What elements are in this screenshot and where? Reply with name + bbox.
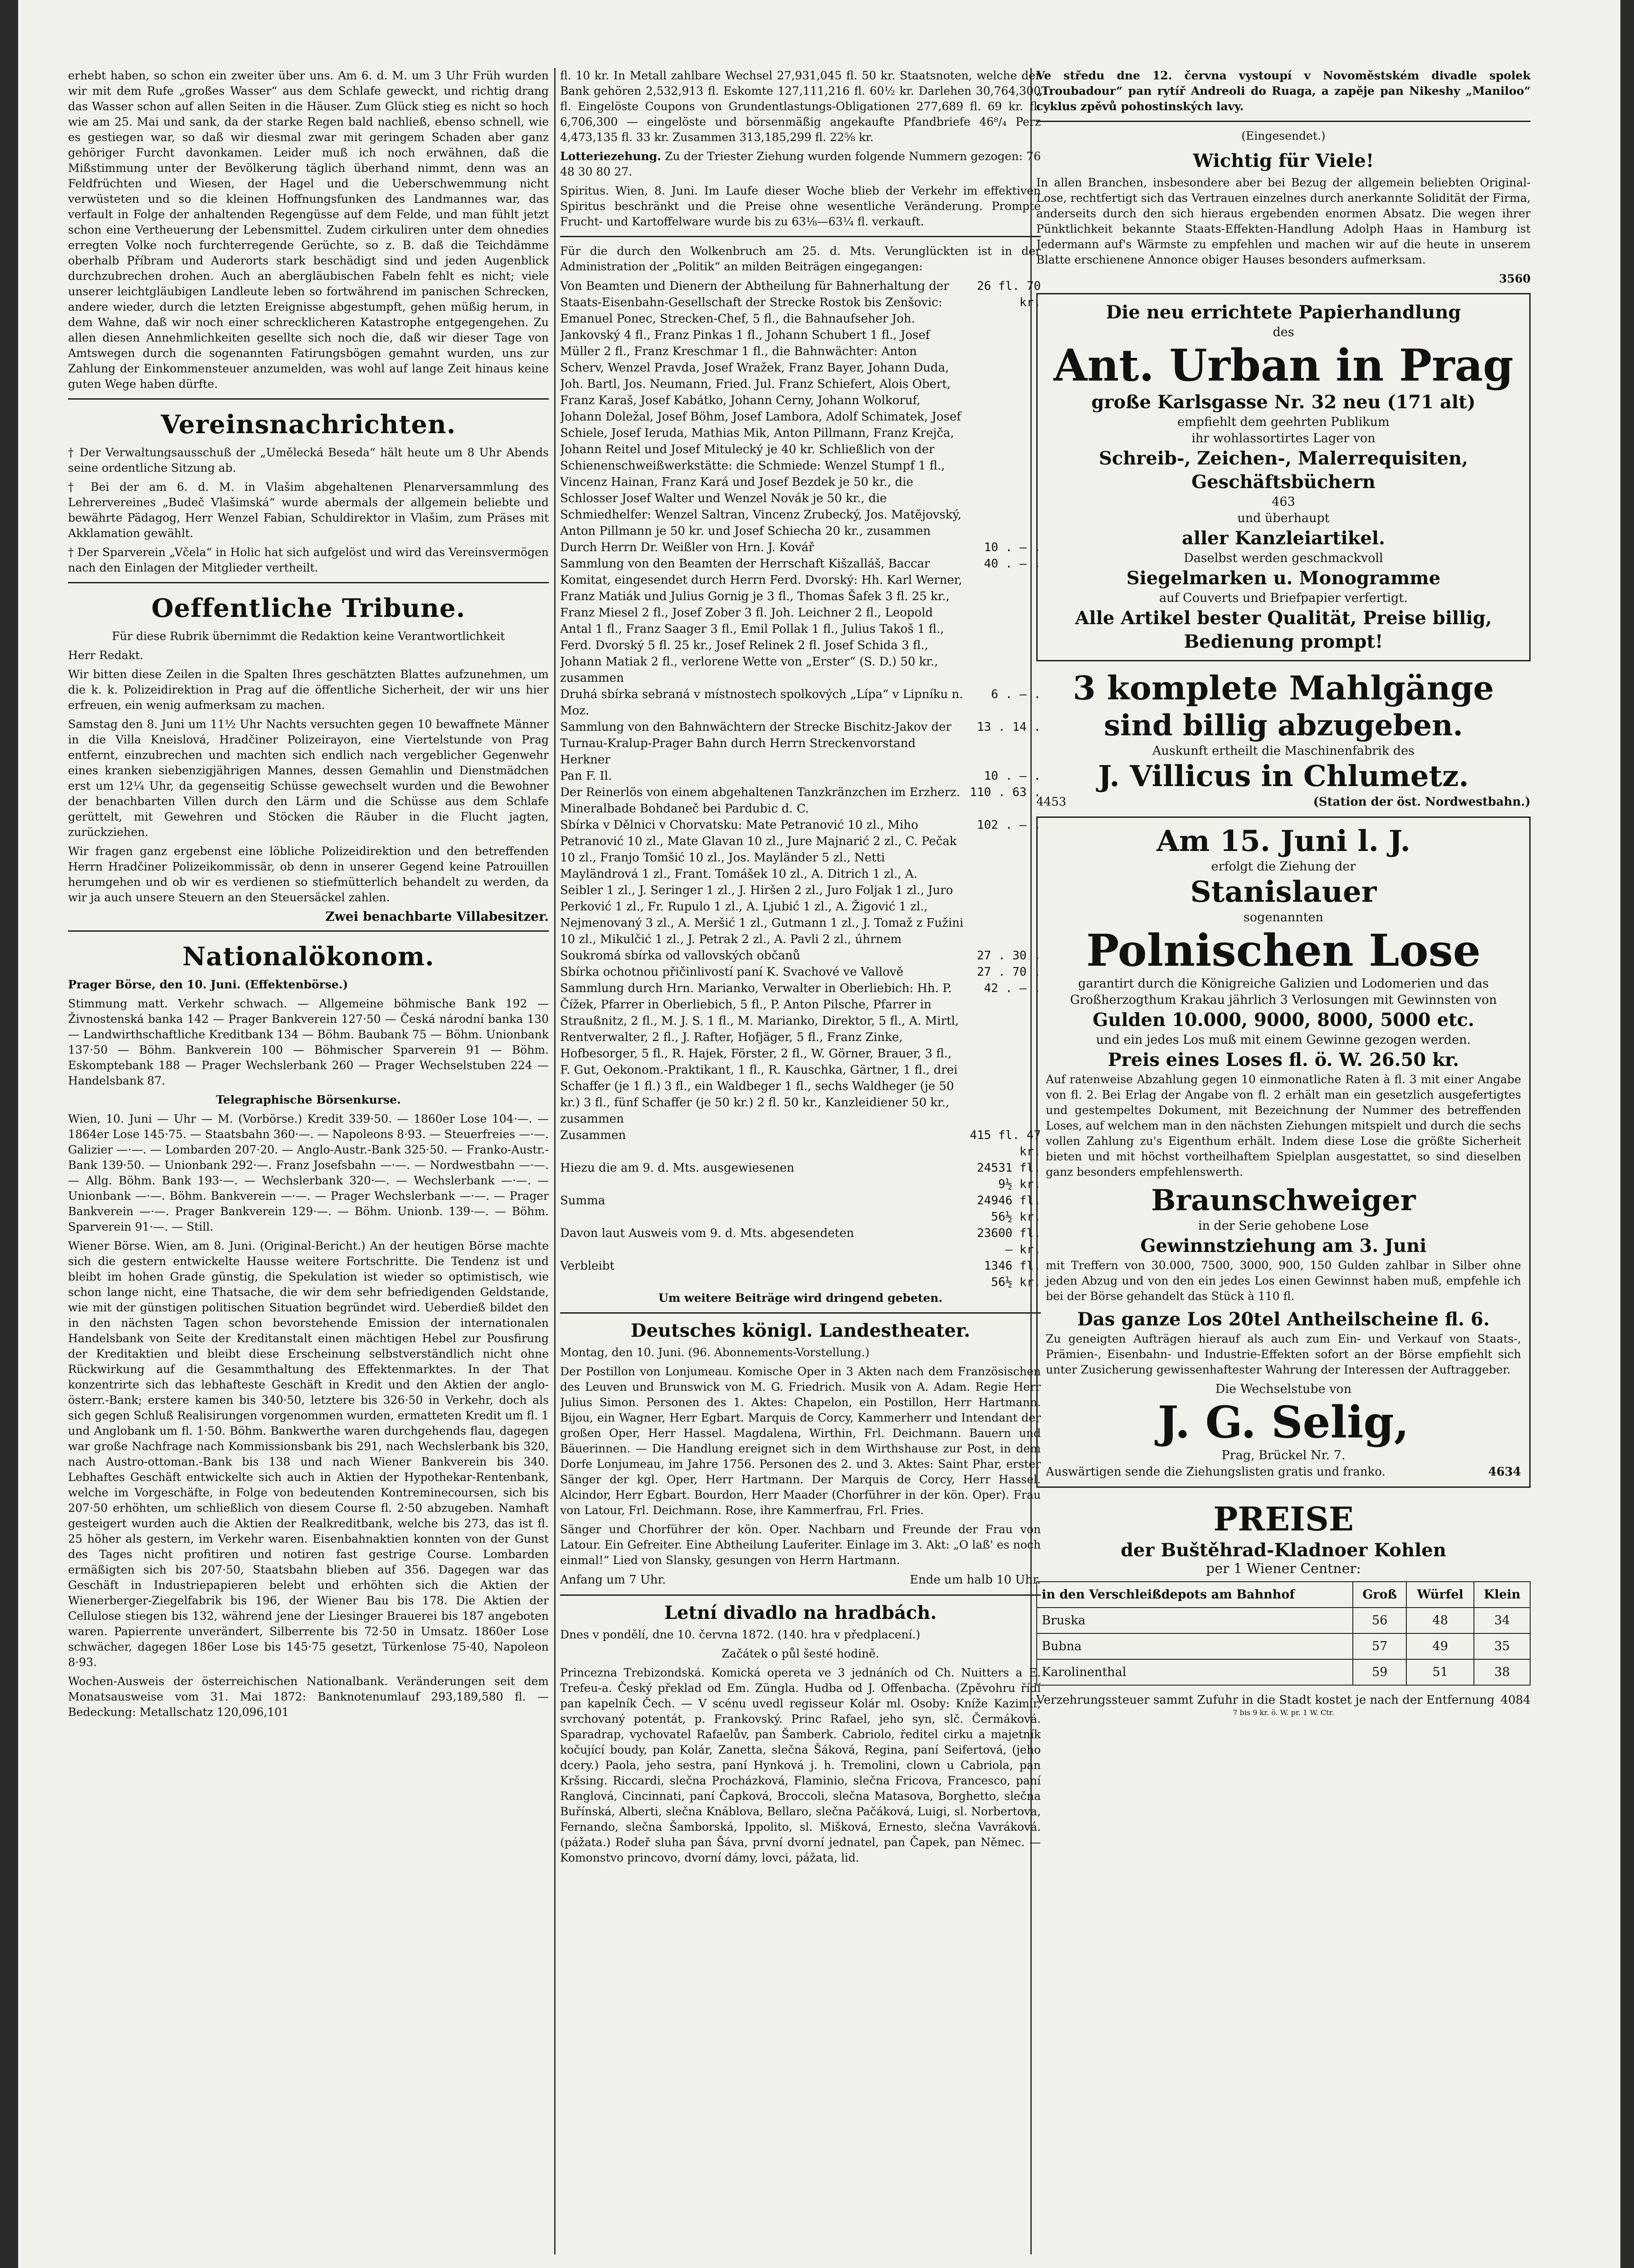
tribune-paragraph: Samstag den 8. Juni um 11½ Uhr Nachts versuchten gegen 10 bewaffnete Männer in die Villa Kneislová, Hradčiner Polizeirayon, eine Viertelstunde von Prag entfernt, einzubrechen und machten sich endlich nach vergeblicher Gegenwehr eines kranken siebenzigjährigen Mannes, dessen Gemahlin und Dienstmädchen erst um 12¼ Uhr, da gegenseitig Schüsse gewechselt wurden und die Bewohner der benachbarten Villen durch den Lärm und die Schüsse aus dem Schlafe gerüttelt, mit Gewehren und Stöcken die Räuber in die Flucht jagten, zurückziehen. (68, 718, 549, 839)
table-cell: Karolinenthal (1037, 1659, 1353, 1685)
relief-entry-label: Sammlung von den Beamten der Herrschaft Kišzalláš, Baccar Komitat, eingesendet durch Herrn Ferd. Dvorský: Hh. Karl Werner, Franz Matiák und Julius Gornig je 3 fl., Thomas Šafek 3 fl. 25 kr., Franz Miesel 2 fl., Josef Zober 3 fl. Joh. Leichner 2 fl., Leopold Antal 1 fl., Franz Saager 3 fl., Emil Pollak 1 fl., Julius Takoš 1 fl., Ferd. Dvorský 5 fl. 25 kr., Josef Relinek 2 fl. Josef Schida 3 fl., Johann Matiak 2 fl., verlorene Wette von „Erster“ (S. D.) 50 kr., zusammen (560, 557, 962, 685)
price-table (1036, 1581, 1531, 1686)
lose-desc: und ein jedes Los muß mit einem Gewinne gezogen werden. (1096, 1033, 1471, 1047)
relief-sums (560, 1127, 1041, 1290)
vereins-item: † Der Verwaltungsausschuß der „Umělecká Beseda“ hält heute um 8 Uhr Abends seine ordentliche Sitzung ab. (68, 446, 549, 474)
mahl-line3: Auskunft ertheilt die Maschinenfabrik des (1152, 744, 1415, 758)
relief-entry (560, 539, 1041, 556)
wiener-boerse-body: Wiener Börse. Wien, am 8. Juni. (Original-Bericht.) An der heutigen Börse machte sich die gestern entwickelte Hausse weitere Fortschritte. Die Tendenz ist und bleibt im hohen Grade günstig, die Spekulation ist wieder so optimistisch, wie schon lange nicht, eine Thatsache, die wir dem sehr befriedigenden Geldstande, wie mit der günstigen politischen Situation begründet wird. Ueberdieß bildet den in den nächsten Tagen schon bevorstehende Emission der internationalen Handelsbank von Seite der Kreditanstalt einen mächtigen Hebel zur Pousfirung der Kreditaktien und bleibt diese Erscheinung selbstverständlich nicht ohne Rückwirkung auf die Gesammthaltung des Effektenmarktes. In der That konzentrirte sich das lebhafteste Geschäft in Kredit und den Aktien der anglo-österr.-Bank; erstere kamen bis 340·50, letztere bis 326·50 in Verkehr, doch als sich gegen Schluß Realisirungen vorgenommen wurden, ermatteten Kredit um fl. 1 und Anglobank um fl. 1·50. Böhm. Bankwerthe waren durchgehends flau, dagegen war große Nachfrage nach Kommissionsbank bis 291, nach Wechslerbank bis 320, nach Austro-ottoman.-Bank bis 138 und nach Wiener Bankverein bis 340. Lebhaftes Geschäft entwickelte sich auch in Aktien der Hypothekar-Rentenbank, welche im Vorgeschäfte, in Folge von bedeutenden Kontreminecoursen, sich bis 207·50 erhöhten, um schließlich von diesem Course fl. 2·50 abzugeben. Namhaft gesteigert wurden auch die Aktien der Realkreditbank, welche bis 273, das ist fl. 25 höher als gestern, im Verkehr waren. Eisenbahnaktien konnten von der Gunst des Tages nicht profitiren und notiren fast gestrige Course. Lombarden ermäßigten sich bis 207·50, Staatsbahn blieben auf 356. Dagegen war das Geschäft in Industriepapieren belebt und erhöhten sich die Aktien der Wienerberger-Ziegelfabrik bis 196, der Wiener Bau bis 178. Die Aktien der Cellulose stiegen bis 132, während jene der Liesinger Brauerei bis 187 angeboten waren. Papierrente unverändert, Silberrente bis 72·50 in Umsatz. 1860er Lose schwächer, dagegen 186er Lose bis 145·75 gesetzt, Türkenlose 75·40, Napoleon 8·93. (68, 1239, 549, 1669)
lose-line: in der Serie gehobene Lose (1198, 1219, 1369, 1233)
mahl-line1: 3 komplete Mahlgänge (1073, 669, 1494, 707)
relief-entry-label: Pan F. Il. (560, 769, 612, 783)
relief-entry-label: Durch Herrn Dr. Weißler von Hrn. J. Kovář (560, 541, 815, 554)
relief-sum-amount: 24946 fl. 56½ kr. (977, 1194, 1041, 1224)
table-cell: 51 (1406, 1659, 1474, 1685)
urban-line: und überhaupt (1237, 511, 1330, 525)
relief-sum-label: Zusammen (560, 1129, 626, 1142)
tribune-paragraph: Wir fragen ganz ergebenst eine löbliche Polizeidirektion und den betreffenden Herrn Hradčiner Polizeikommissär, ob denn in unserer Gegend keine Patrouillen herumgehen und ob wir es verdienen so stiefmütterlich behandelt zu werden, da wir ja auch unsere Steuern an den Steuersäckel zahlen. (68, 845, 549, 904)
relief-entry-amount: 27 . 30 . (977, 949, 1041, 963)
relief-sum-label: Davon laut Ausweis vom 9. d. Mts. abgesendeten (560, 1227, 854, 1240)
letni-line: Dnes v pondělí, dne 10. června 1872. (140. hra v předplacení.) (560, 1628, 921, 1641)
lose-line: erfolgt die Ziehung der (1211, 860, 1356, 874)
table-row (1037, 1608, 1530, 1633)
letni-body: Princezna Trebizondská. Komická opereta ve 3 jednáních od Ch. Nuitters a E. Trefeu-a. Český překlad od Em. Züngla. Hudba od J. Offenbacha. (Zpěvohru řídí pan kapelník Čech. — V scénu uvedl regisseur Kolár ml. Osoby: Kníže Kazimír, svrchovaný potentát, p. Frankovský. Princ Rafael, jeho syn, slč. Čermáková. Sparadrap, vychovatel Rafaelův, pan Šamberk. Cabriolo, ředitel cirku a majetník kočující boudy, pan Kolár, Zanetta, slečna Šáková, Regina, paní Seifertová, (jeho dcery.) Paola, jeho sestra, paní Hynková j. h. Tremolini, clown u Cabriola, pan Kršsing. Riccardi, slečna Procházková, Flaminio, slečna Fricova, Francesco, paní Ranglová, Cincinnati, paní Čapková, Broccoli, slečna Matasova, Borghetto, slečna Buřínská, Alberti, slečna Knáblova, Bellaro, slečna Pačáková, Luigi, sl. Norbertova, Fernando, slečna Šamborská, Ippolito, sl. Mišková, Ernesto, slečna Vavráková. (pážata.) Rodeř sluha pan Šáva, první dvorní jednatel, pan Čapek, pan Němec. — Komonstvo princovo, dvorní dámy, lovci, pážata, lid. (560, 1666, 1041, 1864)
relief-entry-amount: 42 . — . (984, 982, 1041, 995)
relief-entry-amount: 10 . — . (984, 769, 1041, 783)
lose-gulden: Gulden 10.000, 9000, 8000, 5000 etc. (1093, 1009, 1474, 1031)
letni-title: Letní divadlo na hradbách. (664, 1602, 937, 1623)
relief-entry (560, 556, 1041, 686)
table-cell: 35 (1474, 1633, 1530, 1659)
urban-address: große Karlsgasse Nr. 32 neu (171 alt) (1091, 391, 1476, 413)
lose-line: sogenannten (1244, 910, 1323, 924)
urban-des: des (1273, 325, 1294, 339)
urban-goods: Schreib-, Zeichen-, Malerrequisiten, (1098, 448, 1468, 469)
vereins-item: † Bei der am 6. d. M. in Vlašim abgehaltenen Plenarversammlung des Lehrervereines „Budeč Vlašimská“ wurde abermals der allgemein beliebte und bewährte Pädagog, Herr Wenzel Fabian, Schuldirektor in Vlašim, zum Präses mit Akklamation gewählt. (68, 480, 549, 540)
relief-sum (560, 1160, 1041, 1193)
price-header-cell: in den Verschleißdepots am Bahnhof (1037, 1582, 1353, 1608)
price-header-cell: Groß (1353, 1582, 1406, 1608)
wichtig-title: Wichtig für Viele! (1193, 150, 1374, 171)
relief-entry-amount: 10 . — . (984, 541, 1041, 554)
ad-mahlgaenge (1036, 668, 1531, 810)
eingesendet-label: (Eingesendet.) (1241, 129, 1326, 142)
relief-entry-amount: 13 . 14 . (977, 720, 1041, 734)
spiritus-body: Spiritus. Wien, 8. Juni. Im Laufe dieser Woche blieb der Verkehr im effektiven Spiritus beschränkt und die Preise ohne wesentliche Veränderung. Prompte Frucht- und Kartoffelware wurde bis zu 63⅛—63¼ fl. verkauft. (560, 184, 1041, 228)
divider (68, 930, 549, 932)
urban-goods: aller Kanzleiartikel. (1181, 528, 1385, 549)
lose-line: Die Wechselstube von (1215, 1382, 1352, 1396)
relief-sum-label: Summa (560, 1194, 605, 1207)
prager-boerse-body: Stimmung matt. Verkehr schwach. — Allgemeine böhmische Bank 192 — Živnostenská banka 142 — Prager Bankverein 127·50 — Česká národní banka 130 — Landwirthschaftliche Kreditbank 134 — Böhm. Baubank 75 — Böhm. Unionbank 137·50 — Böhm. Bankverein 100 — Böhmischer Sparverein 91 — Böhm. Eskomptebank 188 — Prager Wechslerbank 260 — Prager Wechselstuben 224 — Handelsbank 87. (68, 997, 549, 1087)
table-cell: Bruska (1037, 1608, 1353, 1633)
preise-title: PREISE (1213, 1500, 1354, 1538)
scan-edge-right (1620, 0, 1634, 2268)
relief-sum-amount: 24531 fl. 9½ kr. (977, 1161, 1041, 1191)
ad-urban (1036, 293, 1531, 661)
divider (560, 1594, 1041, 1596)
relief-intro: Für die durch den Wolkenbruch am 25. d. Mts. Verunglückten ist in der Administration der „Politik“ an milden Beiträgen eingegangen: (560, 244, 1041, 273)
table-cell: Bubna (1037, 1633, 1353, 1659)
table-cell: 59 (1353, 1659, 1406, 1685)
section-title-nationaloekonom: Nationalökonom. (182, 942, 434, 972)
table-cell: 56 (1353, 1608, 1406, 1633)
relief-entry-label: Sammlung durch Hrn. Marianko, Verwalter in Oberliebich: Hh. P. Čížek, Pfarrer in Oberliebich, 5 fl., P. Anton Pilsche, Pfarrer in Straußnitz, 2 fl., M. J. S. 1 fl., M. Marianko, Direktor, 5 fl., A. Mirtl, Rentverwalter, 2 fl., J. Rafter, Hofjäger, 5 fl., Franz Zinke, Hofbesorger, 5 fl., R. Hajek, Förster, 2 fl., W. Görner, Brauer, 3 fl., F. Gut, Oekonom.-Praktikant, 1 fl., R. Kauschka, Gärtner, 1 fl., drei Schaffer (je 1 fl.) 3 fl., ein Waldbeger 1 fl., sechs Waldheger (je 50 kr.) 3 fl., fünf Schaffer (je 50 kr.) 2 fl. 50 kr., Kanzleidiener 50 kr., zusammen (560, 982, 959, 1126)
divider (68, 398, 549, 400)
ad-lose (1036, 816, 1531, 1488)
relief-entry-amount: 26 fl. 70 kr. (977, 279, 1041, 309)
scan-edge-left (0, 0, 18, 2268)
wichtig-body: In allen Branchen, insbesondere aber bei Bezug der allgemein beliebten Original-Lose, rechtfertigt sich das Vertrauen einzelnes durch anerkannte Solidität der Firma, anderseits durch den sich hieraus ergebenden enormen Absatz. Die wegen ihrer Pünktlichkeit bekannte Staats-Effekten-Handlung Adolph Haas in Hamburg ist Jedermann auf's Wärmste zu empfehlen und machen wir auf die heute in unserem Blatte erschienene Annonce obiger Hauses besonders aufmerksam. (1036, 176, 1531, 266)
price-header-cell: Klein (1474, 1582, 1530, 1608)
vereins-item: † Der Sparverein „Včela“ in Holic hat sich aufgelöst und wird das Vereinsvermögen nach den Einlagen der Mitglieder vertheilt. (68, 546, 549, 574)
lose-body: mit Treffern von 30.000, 7500, 3000, 900, 150 Gulden zahlbar in Silber ohne jeden Abzug und von den ein jedes Los einen Gewinnst haben muß, empfehle ich bei der Börse gehandelt das Stück à 110 fl. (1046, 1259, 1521, 1303)
table-row (1037, 1659, 1530, 1685)
theater-end: Ende um halb 10 Uhr. (910, 1573, 1041, 1587)
preise-unit: per 1 Wiener Centner: (1206, 1561, 1361, 1577)
mahl-station: (Station der öst. Nordwestbahn.) (1313, 795, 1531, 809)
lose-anteil: Das ganze Los 20tel Antheilscheine fl. 6. (1077, 1309, 1490, 1330)
relief-entry-amount: 102 . — . (977, 818, 1041, 832)
urban-goods: Geschäftsbüchern (1191, 471, 1375, 493)
table-cell: 38 (1474, 1659, 1530, 1685)
theater-line: Montag, den 10. Juni. (96. Abonnements-Vorstellung.) (560, 1346, 870, 1359)
relief-entry (560, 278, 1041, 539)
relief-sum (560, 1127, 1041, 1160)
telegraph-title: Telegraphische Börsenkurse. (216, 1093, 401, 1106)
tribune-paragraph: Wir bitten diese Zeilen in die Spalten Ihres geschätzten Blattes aufzunehmen, um die k. k. Polizeidirektion in Prag auf die öffentliche Sicherheit, der wir uns hier erfreuen, ein wenig aufmerksam zu machen. (68, 668, 549, 712)
lose-firm: J. G. Selig, (1157, 1397, 1410, 1448)
relief-entry-label: Druhá sbírka sebraná v místnostech spolkových „Lípa“ v Lipníku n. Moz. (560, 688, 963, 718)
lose-ziehung: Gewinnstziehung am 3. Juni (1140, 1235, 1427, 1256)
relief-entry-amount: 27 . 70 . (977, 965, 1041, 979)
intro-paragraph: erhebt haben, so schon ein zweiter über uns. Am 6. d. M. um 3 Uhr Früh wurden wir mit dem Rufe „großes Wasser“ aus dem Schlafe geweckt, und richtig drang das Wasser schon auf allen Seiten in die Häuser. Zum Glück stieg es nicht so hoch wie am 25. Mai und sank, da der starke Regen bald nachließ, ebenso schnell, wie es gestiegen war, so daß wir diesmal zwar mit geringem Schaden aber ganz gehöriger Furcht davonkamen. Leider muß ich noch erwähnen, daß die Mißstimmung unter der Bevölkerung täglich überhand nimmt, denn was an Feldfrüchten und Wiesen, der Hagel und die Ueberschwemmung nicht verwüsteten und so die kleinen Hoffnungsfunken des Landmannes war, das verfault in Folge der anhaltenden Regengüsse auf dem Felde, und man fühlt jetzt schon eine Vertheuerung der Lebensmittel. Zudem cirkuliren unter dem ohnedies erregten Volke noch furchterregende Gerüchte, so z. B. daß die Teichdämme oberhalb Příbram und Auderorts stark beschädigt sind und jeden Augenblick durchzubrechen drohen. Auch an abergläubischen Fabeln fehlt es nicht; viele unserer leichtgläubigen Landleute leben so fortwährend im panischen Schrecken, andere wieder, durch die letzten Ereignisse abgestumpft, gehen müßig herum, in dem Wahne, daß wir noch einer schrecklicheren Katastrophe entgegengehen. Zu allen diesen Annehmlichkeiten gesellte sich noch die, daß wir dieser Tage von Amtswegen durch die sogenannten Fatirungsbögen gemahnt wurden, uns zur Zahlung der Einkommensteuer anzumelden, was wohl auf lange Zeit hinaus keine guten Wege haben dürfte. (68, 69, 549, 391)
theater-start: Anfang um 7 Uhr. (560, 1573, 666, 1587)
tribune-signature: Zwei benachbarte Villabesitzer. (325, 909, 549, 924)
column-right (1036, 68, 1531, 1717)
relief-entry (560, 964, 1041, 980)
relief-sum-label: Verbleibt (560, 1259, 615, 1273)
lose-number: 4634 (1488, 1465, 1521, 1479)
urban-name: Ant. Urban in Prag (1053, 340, 1514, 391)
price-header-cell: Würfel (1406, 1582, 1474, 1608)
wien-body: Wien, 10. Juni — Uhr — M. (Vorbörse.) Kredit 339·50. — 1860er Lose 104·—. — 1864er Lose 145·75. — Staatsbahn 360·—. — Napoleons 8·93. — Steuerfreies —·—. Galizier —·—. — Lombarden 207·20. — Anglo-Austr.-Bank 325·50. — Franko-Austr.-Bank 139·50. — Unionbank 292·—. Franz Josefsbahn —·—. — Nordwestbahn —·—. — Allg. Böhm. Bank 193·—. — Wechslerbank 320·—. — Wechslerbank —·—. — Unionbank —·—. Böhm. Bankverein —·—. — Prager Wechslerbank —·—. — Prager Bankverein —·—. Prager Bankverein 129·—. — Böhm. Unionb. 139·—. — Böhm. Sparverein 91·—. — Still. (68, 1112, 549, 1233)
lose-address: Prag, Brückel Nr. 7. (1221, 1448, 1346, 1462)
urban-line: ihr wohlassortirtes Lager von (1191, 431, 1375, 445)
relief-entry-label: Der Reinerlös von einem abgehaltenen Tanzkränzchen im Erzherz. Mineralbade Bohdaneč bei Pardubic d. C. (560, 786, 961, 816)
theater-body: Sänger und Chorführer der kön. Oper. Nachbarn und Freunde der Frau von Latour. Ein Gefreiter. Eine Abtheilung Lauferiter. Einlage im 3. Akt: „O laß' es noch einmal!“ Lied von Slansky, gesungen von Herrn Hartmann. (560, 1523, 1041, 1567)
bank-paragraph: fl. 10 kr. In Metall zahlbare Wechsel 27,931,045 fl. 50 kr. Staatsnoten, welche der Bank gehören 2,532,913 fl. Eskomte 127,111,216 fl. 60½ kr. Darlehen 30,764,300 fl. Eingelöste Coupons von Grundentlastungs-Obligationen 277,689 fl. 69 kr. fl. 6,706,300 — eingelöste und börsenmäßig angekaufte Pfandbriefe 46⁸/₄ Perz 4,473,135 fl. 33 kr. Zusammen 313,185,299 fl. 22⅝ kr. (560, 69, 1041, 144)
urban-number: 463 (1272, 495, 1295, 509)
relief-footer: Um weitere Beiträge wird dringend gebeten. (658, 1291, 943, 1305)
relief-entry (560, 768, 1041, 784)
lose-braunschweiger: Braunschweiger (1151, 1183, 1416, 1217)
relief-sum (560, 1193, 1041, 1225)
urban-footer: Alle Artikel bester Qualität, Preise billig, Bedienung prompt! (1075, 607, 1492, 652)
relief-entry-label: Soukromá sbírka od vallovských občanů (560, 949, 800, 963)
price-table-header (1037, 1582, 1530, 1608)
urban-goods: Siegelmarken u. Monogramme (1126, 567, 1441, 589)
lotto-body: Zu der Triester Ziehung wurden folgende Nummern gezogen: 76 48 30 80 27. (560, 150, 1041, 178)
relief-entry-label: Von Beamten und Dienern der Abtheilung für Bahnerhaltung der Staats-Eisenbahn-Gesellschaft der Strecke Rostok bis Zenšovic: Emanuel Ponec, Strecken-Chef, 5 fl., die Bahnaufseher Joh. Jankovský 4 fl., Franz Pinkas 1 fl., Johann Schubert 1 fl., Josef Müller 2 fl., Franz Kreschmar 1 fl., die Bahnwächter: Anton Scherv, Wenzel Pravda, Josef Wražek, Franz Bayer, Johann Duda, Joh. Bartl, Jos. Neumann, Fried. Jul. Franz Schiefert, Alois Obert, Franz Karaš, Josef Kabátko, Johann Cerny, Johann Wolkoruf, Johann Doležal, Josef Böhm, Josef Lambora, Adolf Schimatek, Josef Schiele, Josef Ieruda, Mathias Mik, Anton Pillmann, Franz Krejča, Johann Reitel und Josef Mitulecký je 40 kr. Schließlich von der Schienenschweißwerkstätte: die Schmiede: Wenzel Stumpf 1 fl., Vincenz Hainan, Franz Kará und Josef Bezdek je 50 kr., die Schlosser Josef Walter und Wenzel Novák je 50 kr., die Schmiedhelfer: Wenzel Saltran, Vincenz Zrubecký, Jos. Matějovský, Anton Pillmann je 50 kr. und Josef Schiecha 20 kr., zusammen (560, 279, 962, 538)
relief-sum-label: Hiezu die am 9. d. Mts. ausgewiesenen (560, 1161, 795, 1175)
theater-title: Deutsches königl. Landestheater. (630, 1320, 971, 1341)
letni-sub: Začátek o půl šesté hodině. (722, 1647, 879, 1660)
relief-entry-label: Sammlung von den Bahnwächtern der Strecke Bischitz-Jakov der Turnau-Kralup-Prager Bahn durch Herrn Streckenvorstand Herkner (560, 720, 951, 767)
relief-entry (560, 948, 1041, 964)
relief-sum-amount: 23600 fl. — kr. (977, 1227, 1041, 1256)
relief-sum (560, 1225, 1041, 1258)
column-middle (560, 68, 1041, 1869)
relief-entry-label: Sbírka v Dělnici v Chorvatsku: Mate Petranović 10 zl., Miho Petranović 10 zl., Mate Glavan 10 zl., Jure Majnarić 2 zl., C. Pečak 10 zl., Franjo Tomšić 10 zl., Jos. Mayländer 5 zl., Netti Mayländrová 1 zl., Frant. Tomášek 10 zl., A. Ditrich 1 zl., A. Seibler 1 zl., J. Seringer 1 zl., J. Hiršen 2 zl., Juro Foljak 1 zl., Juro Perković 1 zl., Fr. Rupulo 1 zl., A. Ljubić 1 zl., A. Žigović 1 zl., Nejmenovaný 3 zl., A. Meršić 1 zl., Gutmann 1 zl., J. Tomaž z Fužini 10 zl., Mikulčić 1 zl., J. Petrak 2 zl., A. Pavli 2 zl., úhrnem (560, 818, 964, 946)
preise-number: 4084 (1500, 1693, 1531, 1707)
urban-line: empfiehlt dem geehrten Publikum (1177, 415, 1390, 429)
mahl-line2: sind billig abzugeben. (1104, 709, 1463, 743)
relief-list (560, 278, 1041, 1127)
relief-entry (560, 686, 1041, 719)
mahl-number: 4453 (1036, 795, 1067, 809)
prager-boerse-title: Prager Börse, den 10. Juni. (Effektenbörse.) (68, 978, 348, 991)
preise-note: Verzehrungssteuer sammt Zufuhr in die Stadt kostet je nach der Entfernung (1036, 1693, 1495, 1707)
ad-number: 3560 (1499, 272, 1531, 285)
relief-sum (560, 1258, 1041, 1290)
mahl-name: J. Villicus in Chlumetz. (1098, 759, 1469, 793)
relief-sum-amount: 1346 fl. 56½ kr. (984, 1259, 1041, 1289)
lose-date: Am 15. Juni l. J. (1156, 824, 1410, 858)
theater-body: Der Postillon von Lonjumeau. Komische Oper in 3 Akten nach dem Französischen des Leuven und Brunswick von M. G. Friedrich. Musik von A. Adam. Regie Herr Julius Simon. Personen des 1. Aktes: Chapelon, ein Postillon, Herr Hartmann. Bijou, ein Wagner, Herr Egbart. Marquis de Corcy, Kammerherr und Intendant der großen Oper, Herr Hassel. Magdalena, Wirthin, Frl. Deichmann. Bauern und Bäuerinnen. — Die Handlung ereignet sich in dem Wirthshause zur Post, in dem Dorfe Lonjumeau, im Jahre 1756. Personen des 2. und 3. Aktes: Saint Phar, erster Sänger der kgl. Oper, Herr Hartmann. Der Marquis de Corcy, Herr Hassel. Alcindor, Herr Egbart. Bourdon, Herr Maader (Chorführer in der kön. Oper). Frau von Latour, Frl. Deichmann. Rose, ihre Kammerfrau, Frl. Fries. (560, 1365, 1041, 1517)
urban-line: Daselbst werden geschmackvoll (1184, 551, 1383, 565)
czech-notice: Ve středu dne 12. června vystoupí v Novoměstském divadle spolek „Troubadour“ pan rytíř Andreoli do Ruaga, a zapěje pan Nikeshy „Maniloo“ cyklus zpěvů pohostinských lavy. (1036, 69, 1531, 113)
lose-name: Stanislauer (1190, 875, 1377, 909)
lose-footer: Auswärtigen sende die Ziehungslisten gratis und franko. (1046, 1465, 1385, 1479)
relief-entry-amount: 6 . — . (991, 688, 1041, 701)
column-rule (554, 68, 556, 2254)
lose-name-polnisch: Polnischen Lose (1086, 925, 1481, 976)
lose-body: Auf ratenweise Abzahlung gegen 10 einmonatliche Raten à fl. 3 mit einer Angabe von fl. 2. Bei Erlag der Angabe von fl. 2 erhält man ein gesetzlich ausgefertigtes und gestempeltes Dokument, mit Bezeichnung der Nummer des betreffenden Loses, auf welchem man in den nächsten Ziehungen mitspielt und durch die sechs vollen Zahlung zu's Eigenthum erhält. Indem diese Lose die größte Sicherheit bieten und mit höchst vortheilhaftem Spielplan ausgestattet, so sind dieselben ganz besonders empfehlenswerth. (1046, 1073, 1521, 1178)
wochen-ausweis: Wochen-Ausweis der österreichischen Nationalbank. Veränderungen seit dem Monatsausweise vom 31. Mai 1872: Banknotenumlauf 293,189,580 fl. — Bedeckung: Metallschatz 120,096,101 (68, 1675, 549, 1719)
divider (560, 236, 1041, 237)
section-title-vereinsnachrichten: Vereinsnachrichten. (161, 410, 456, 440)
divider (1036, 121, 1531, 122)
lose-price: Preis eines Loses fl. ö. W. 26.50 kr. (1107, 1049, 1459, 1070)
relief-sum-amount: 415 fl. 47 kr. (970, 1129, 1041, 1158)
lose-body: Zu geneigten Aufträgen hierauf als auch zum Ein- und Verkauf von Staats-, Prämien-, Eisenbahn- und Industrie-Effekten sofort an der Börse empfiehlt sich unter Zusicherung gewissenhaftester Wahrung der Interessen der Auftraggeber. (1046, 1332, 1521, 1376)
relief-entry (560, 719, 1041, 768)
divider (68, 582, 549, 583)
table-cell: 49 (1406, 1633, 1474, 1659)
lose-desc: garantirt durch die Königreiche Galizien und Lodomerien und das Großherzogthum Krakau jährlich 3 Verlosungen mit Gewinnsten von (1070, 977, 1497, 1007)
relief-entry (560, 980, 1041, 1127)
lotto-title: Lotteriezehung. (560, 150, 661, 163)
column-left (68, 68, 549, 1724)
relief-entry-amount: 110 . 63 . (970, 786, 1041, 799)
urban-line: auf Couverts und Briefpapier verfertigt. (1159, 591, 1408, 605)
relief-entry (560, 784, 1041, 817)
tribune-salute: Herr Redakt. (68, 649, 144, 662)
preise-sub: der Buštěhrad-Kladnoer Kohlen (1121, 1540, 1446, 1561)
ad-preise (1036, 1499, 1531, 1717)
table-cell: 34 (1474, 1608, 1530, 1633)
section-title-tribune: Oeffentliche Tribune. (151, 593, 466, 623)
tribune-note: Für diese Rubrik übernimmt die Redaktion keine Verantwortlichkeit (112, 630, 505, 643)
relief-entry (560, 817, 1041, 948)
relief-entry-amount: 40 . — . (984, 557, 1041, 571)
divider (560, 1312, 1041, 1314)
table-cell: 48 (1406, 1608, 1474, 1633)
relief-entry-label: Sbírka ochotnou přičinlivostí paní K. Svachové ve Vallově (560, 965, 903, 979)
table-row (1037, 1633, 1530, 1659)
urban-head: Die neu errichtete Papierhandlung (1106, 302, 1461, 323)
table-cell: 57 (1353, 1633, 1406, 1659)
preise-bottom: 7 bis 9 kr. ö. W. pr. 1 W. Ctr. (1233, 1708, 1334, 1717)
